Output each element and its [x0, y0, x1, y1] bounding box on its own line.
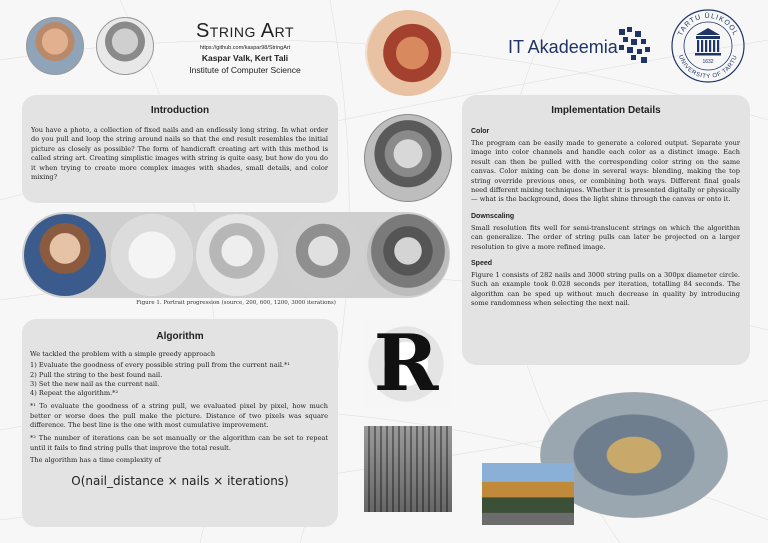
it-akadeemia-dots-icon — [615, 25, 655, 67]
repository-url[interactable]: https://github.com/kaspar98/StringArt — [199, 45, 291, 51]
progression-3000-iterations — [367, 214, 449, 296]
letter-string-art — [362, 320, 450, 408]
section-speed — [471, 260, 740, 309]
implementation-heading: Implementation Details — [551, 105, 661, 116]
algorithm-step: 4) Repeat the algorithm.*² — [30, 389, 119, 398]
authors: Kaspar Valk, Kert Tali — [201, 53, 289, 63]
algorithm-note-2: *² The number of iterations can be set manually or the algorithm can be set to repeat until it fails to find string pulls that improve the total result. — [30, 434, 328, 452]
progression-1200-iterations — [282, 214, 364, 296]
author-photo-kert — [96, 17, 154, 75]
figure-1-caption: Figure 1. Portrait progression (source, 200, 600, 1200, 3000 iterations) — [136, 300, 336, 306]
progression-source-photo — [24, 214, 106, 296]
section-speed-body: Figure 1 consists of 282 nails and 3000 string pulls on a 300px diameter circle. Such an example took 0.028 seconds per iteration, totalling 84 seconds. The algorithm can be sped up without much decrease in quality by introducing some randomness when selecting the next nail. — [471, 271, 740, 308]
algorithm-steps — [30, 361, 328, 398]
complexity-label: The algorithm has a time complexity of — [30, 456, 161, 465]
poster-title: String Art — [195, 20, 295, 42]
introduction-heading: Introduction — [150, 105, 210, 116]
section-color-title: Color — [471, 128, 490, 135]
seal-year: 1632 — [702, 59, 714, 65]
algorithm-step: 2) Pull the string to the best found nail. — [30, 370, 163, 379]
grayscale-portrait-circle — [364, 114, 452, 202]
author-photo-kaspar — [26, 17, 84, 75]
section-downscaling-body: Small resolution fits well for semi-translucent strings on which the algorithm can generalize. The order of string pulls can later be projected on a larger resolution to give a more refined image. — [471, 223, 740, 251]
institute: Institute of Computer Science — [189, 65, 301, 75]
algorithm-note-1: *¹ To evaluate the goodness of a string pull, we evaluated pixel by pixel, how much better or worse does the pull make the picture. Distance of two pixels was square difference. The best line is the one with most cumulative improvement. — [30, 402, 328, 430]
progression-600-iterations — [196, 214, 278, 296]
algorithm-step: 3) Set the new nail as the current nail. — [30, 379, 160, 388]
introduction-panel — [22, 95, 338, 203]
section-downscaling-title: Downscaling — [471, 212, 515, 220]
section-speed-title: Speed — [471, 260, 493, 268]
campus-aerial-photo — [482, 463, 574, 525]
seal-top-text: TARTU ÜLIKOOL — [677, 12, 739, 38]
algorithm-step: 1) Evaluate the goodness of every possible string pull from the current nail.*¹ — [30, 361, 290, 370]
building-string-art — [364, 426, 452, 512]
section-downscaling — [471, 213, 740, 252]
algorithm-heading: Algorithm — [156, 331, 204, 342]
complexity-formula: O(nail_distance × nails × iterations) — [71, 473, 289, 488]
string-art-letter: R — [373, 320, 439, 408]
introduction-body: You have a photo, a collection of fixed nails and an endlessly long string. In what order do you pull and loop the string around nails so that the end result resembles the initial picture as closely as possible? The form of handicraft creating art with this method is called string art. Creating simplistic images with string is quite easy, but how do you do it when trying to create more complex images with shades, small details, and color mixing? — [31, 126, 328, 182]
seal-bottom-text: UNIVERSITY OF TARTU — [677, 54, 739, 81]
university-of-tartu-seal — [670, 8, 746, 84]
section-color — [471, 128, 740, 205]
it-akadeemia-logo-text: IT Akadeemia — [508, 37, 618, 57]
algorithm-panel — [22, 319, 338, 527]
color-string-art-circle — [365, 10, 451, 96]
implementation-panel — [462, 95, 750, 365]
algorithm-intro: We tackled the problem with a simple greedy approach — [30, 350, 216, 358]
section-color-body: The program can be easily made to generate a colored output. Separate your image into color channels and handle each color as a distinct image. Each result can then be pulled with the corresponding color string on the same canvas. Color mixing can be done in several ways: blending, making the top string override previous ones, or combining both ways. Different final goals need different mixing techniques. Whether it is presented digitally or physically — what is the background, does the light shine through the canvas or onto it. — [471, 139, 740, 204]
progression-200-iterations — [111, 214, 193, 296]
